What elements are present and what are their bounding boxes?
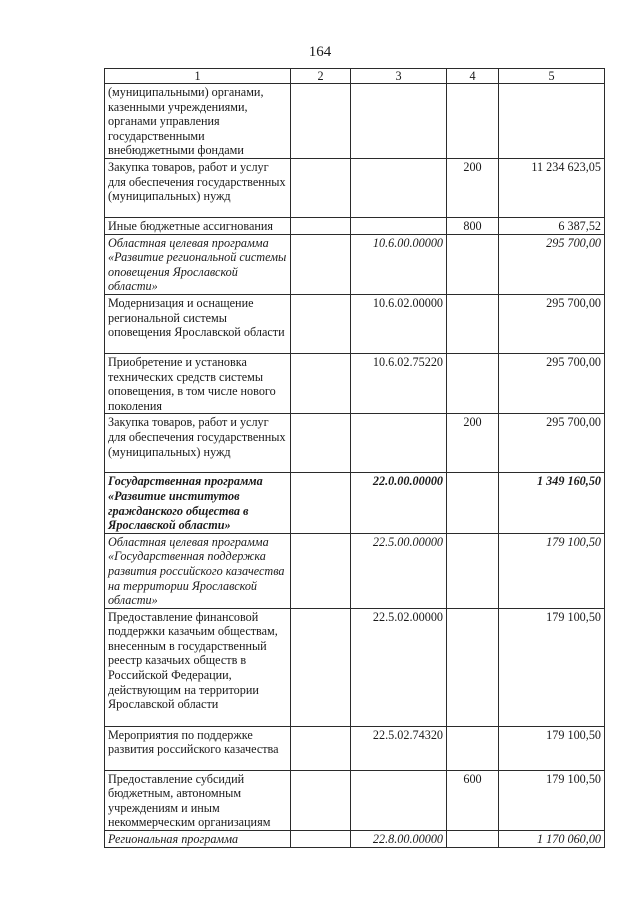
section-cell [291, 770, 351, 830]
expense-kind-cell [447, 353, 499, 413]
expense-kind-cell [447, 726, 499, 770]
expense-name-cell: Государственная программа «Развитие институтов гражданского общества в Ярославской области» [105, 473, 291, 533]
expense-name-cell: (муниципальными) органами, казенными учреждениями, органами управления государственными внебюджетными фондами [105, 84, 291, 159]
amount-cell: 179 100,50 [499, 770, 605, 830]
expense-name-cell: Закупка товаров, работ и услуг для обеспечения государственных (муниципальных) нужд [105, 414, 291, 473]
budget-table [104, 68, 605, 848]
section-cell [291, 414, 351, 473]
target-code-cell: 22.5.02.74320 [351, 726, 447, 770]
target-code-cell: 22.5.02.00000 [351, 608, 447, 726]
table-row [105, 726, 605, 770]
expense-name-cell: Предоставление финансовой поддержки казачьим обществам, внесенным в государственный реестр казачьих обществ в Российской Федерации, действующим на территории Ярославской области [105, 608, 291, 726]
table-row [105, 84, 605, 159]
expense-name-cell: Мероприятия по поддержке развития российского казачества [105, 726, 291, 770]
column-header: 3 [351, 69, 447, 84]
table-row [105, 353, 605, 413]
expense-kind-cell: 800 [447, 218, 499, 235]
expense-kind-cell [447, 473, 499, 533]
target-code-cell: 22.0.00.00000 [351, 473, 447, 533]
table-row [105, 608, 605, 726]
expense-kind-cell [447, 608, 499, 726]
section-cell [291, 84, 351, 159]
section-cell [291, 218, 351, 235]
section-cell [291, 353, 351, 413]
amount-cell: 295 700,00 [499, 234, 605, 294]
expense-kind-cell [447, 533, 499, 608]
expense-kind-cell [447, 84, 499, 159]
table-row [105, 218, 605, 235]
amount-cell: 1 170 060,00 [499, 831, 605, 848]
table-row [105, 770, 605, 830]
table-row [105, 533, 605, 608]
table-row [105, 473, 605, 533]
section-cell [291, 608, 351, 726]
table-row [105, 831, 605, 848]
table-row [105, 294, 605, 353]
expense-kind-cell: 200 [447, 159, 499, 218]
section-cell [291, 159, 351, 218]
amount-cell: 179 100,50 [499, 608, 605, 726]
table-row [105, 234, 605, 294]
amount-cell: 295 700,00 [499, 294, 605, 353]
section-cell [291, 473, 351, 533]
section-cell [291, 234, 351, 294]
amount-cell [499, 84, 605, 159]
target-code-cell: 22.8.00.00000 [351, 831, 447, 848]
expense-name-cell: Областная целевая программа «Развитие региональной системы оповещения Ярославской области» [105, 234, 291, 294]
table-header-row [105, 69, 605, 84]
target-code-cell [351, 770, 447, 830]
amount-cell: 295 700,00 [499, 414, 605, 473]
expense-kind-cell [447, 831, 499, 848]
expense-name-cell: Приобретение и установка технических средств системы оповещения, в том числе нового поколения [105, 353, 291, 413]
expense-name-cell: Иные бюджетные ассигнования [105, 218, 291, 235]
target-code-cell [351, 414, 447, 473]
column-header: 5 [499, 69, 605, 84]
column-header: 1 [105, 69, 291, 84]
section-cell [291, 533, 351, 608]
target-code-cell: 10.6.02.00000 [351, 294, 447, 353]
section-cell [291, 294, 351, 353]
target-code-cell [351, 218, 447, 235]
expense-name-cell: Областная целевая программа «Государственная поддержка развития российского казачества на территории Ярославской области» [105, 533, 291, 608]
table-row [105, 159, 605, 218]
target-code-cell: 10.6.00.00000 [351, 234, 447, 294]
target-code-cell: 10.6.02.75220 [351, 353, 447, 413]
page-number: 164 [308, 44, 332, 60]
column-header: 2 [291, 69, 351, 84]
target-code-cell [351, 159, 447, 218]
amount-cell: 295 700,00 [499, 353, 605, 413]
expense-name-cell: Предоставление субсидий бюджетным, автономным учреждениям и иным некоммерческим организациям [105, 770, 291, 830]
expense-name-cell: Региональная программа [105, 831, 291, 848]
section-cell [291, 726, 351, 770]
expense-kind-cell: 200 [447, 414, 499, 473]
column-header: 4 [447, 69, 499, 84]
target-code-cell: 22.5.00.00000 [351, 533, 447, 608]
amount-cell: 179 100,50 [499, 533, 605, 608]
expense-name-cell: Закупка товаров, работ и услуг для обеспечения государственных (муниципальных) нужд [105, 159, 291, 218]
amount-cell: 1 349 160,50 [499, 473, 605, 533]
amount-cell: 6 387,52 [499, 218, 605, 235]
expense-name-cell: Модернизация и оснащение региональной системы оповещения Ярославской области [105, 294, 291, 353]
amount-cell: 179 100,50 [499, 726, 605, 770]
expense-kind-cell [447, 294, 499, 353]
target-code-cell [351, 84, 447, 159]
expense-kind-cell [447, 234, 499, 294]
section-cell [291, 831, 351, 848]
table-row [105, 414, 605, 473]
amount-cell: 11 234 623,05 [499, 159, 605, 218]
expense-kind-cell: 600 [447, 770, 499, 830]
